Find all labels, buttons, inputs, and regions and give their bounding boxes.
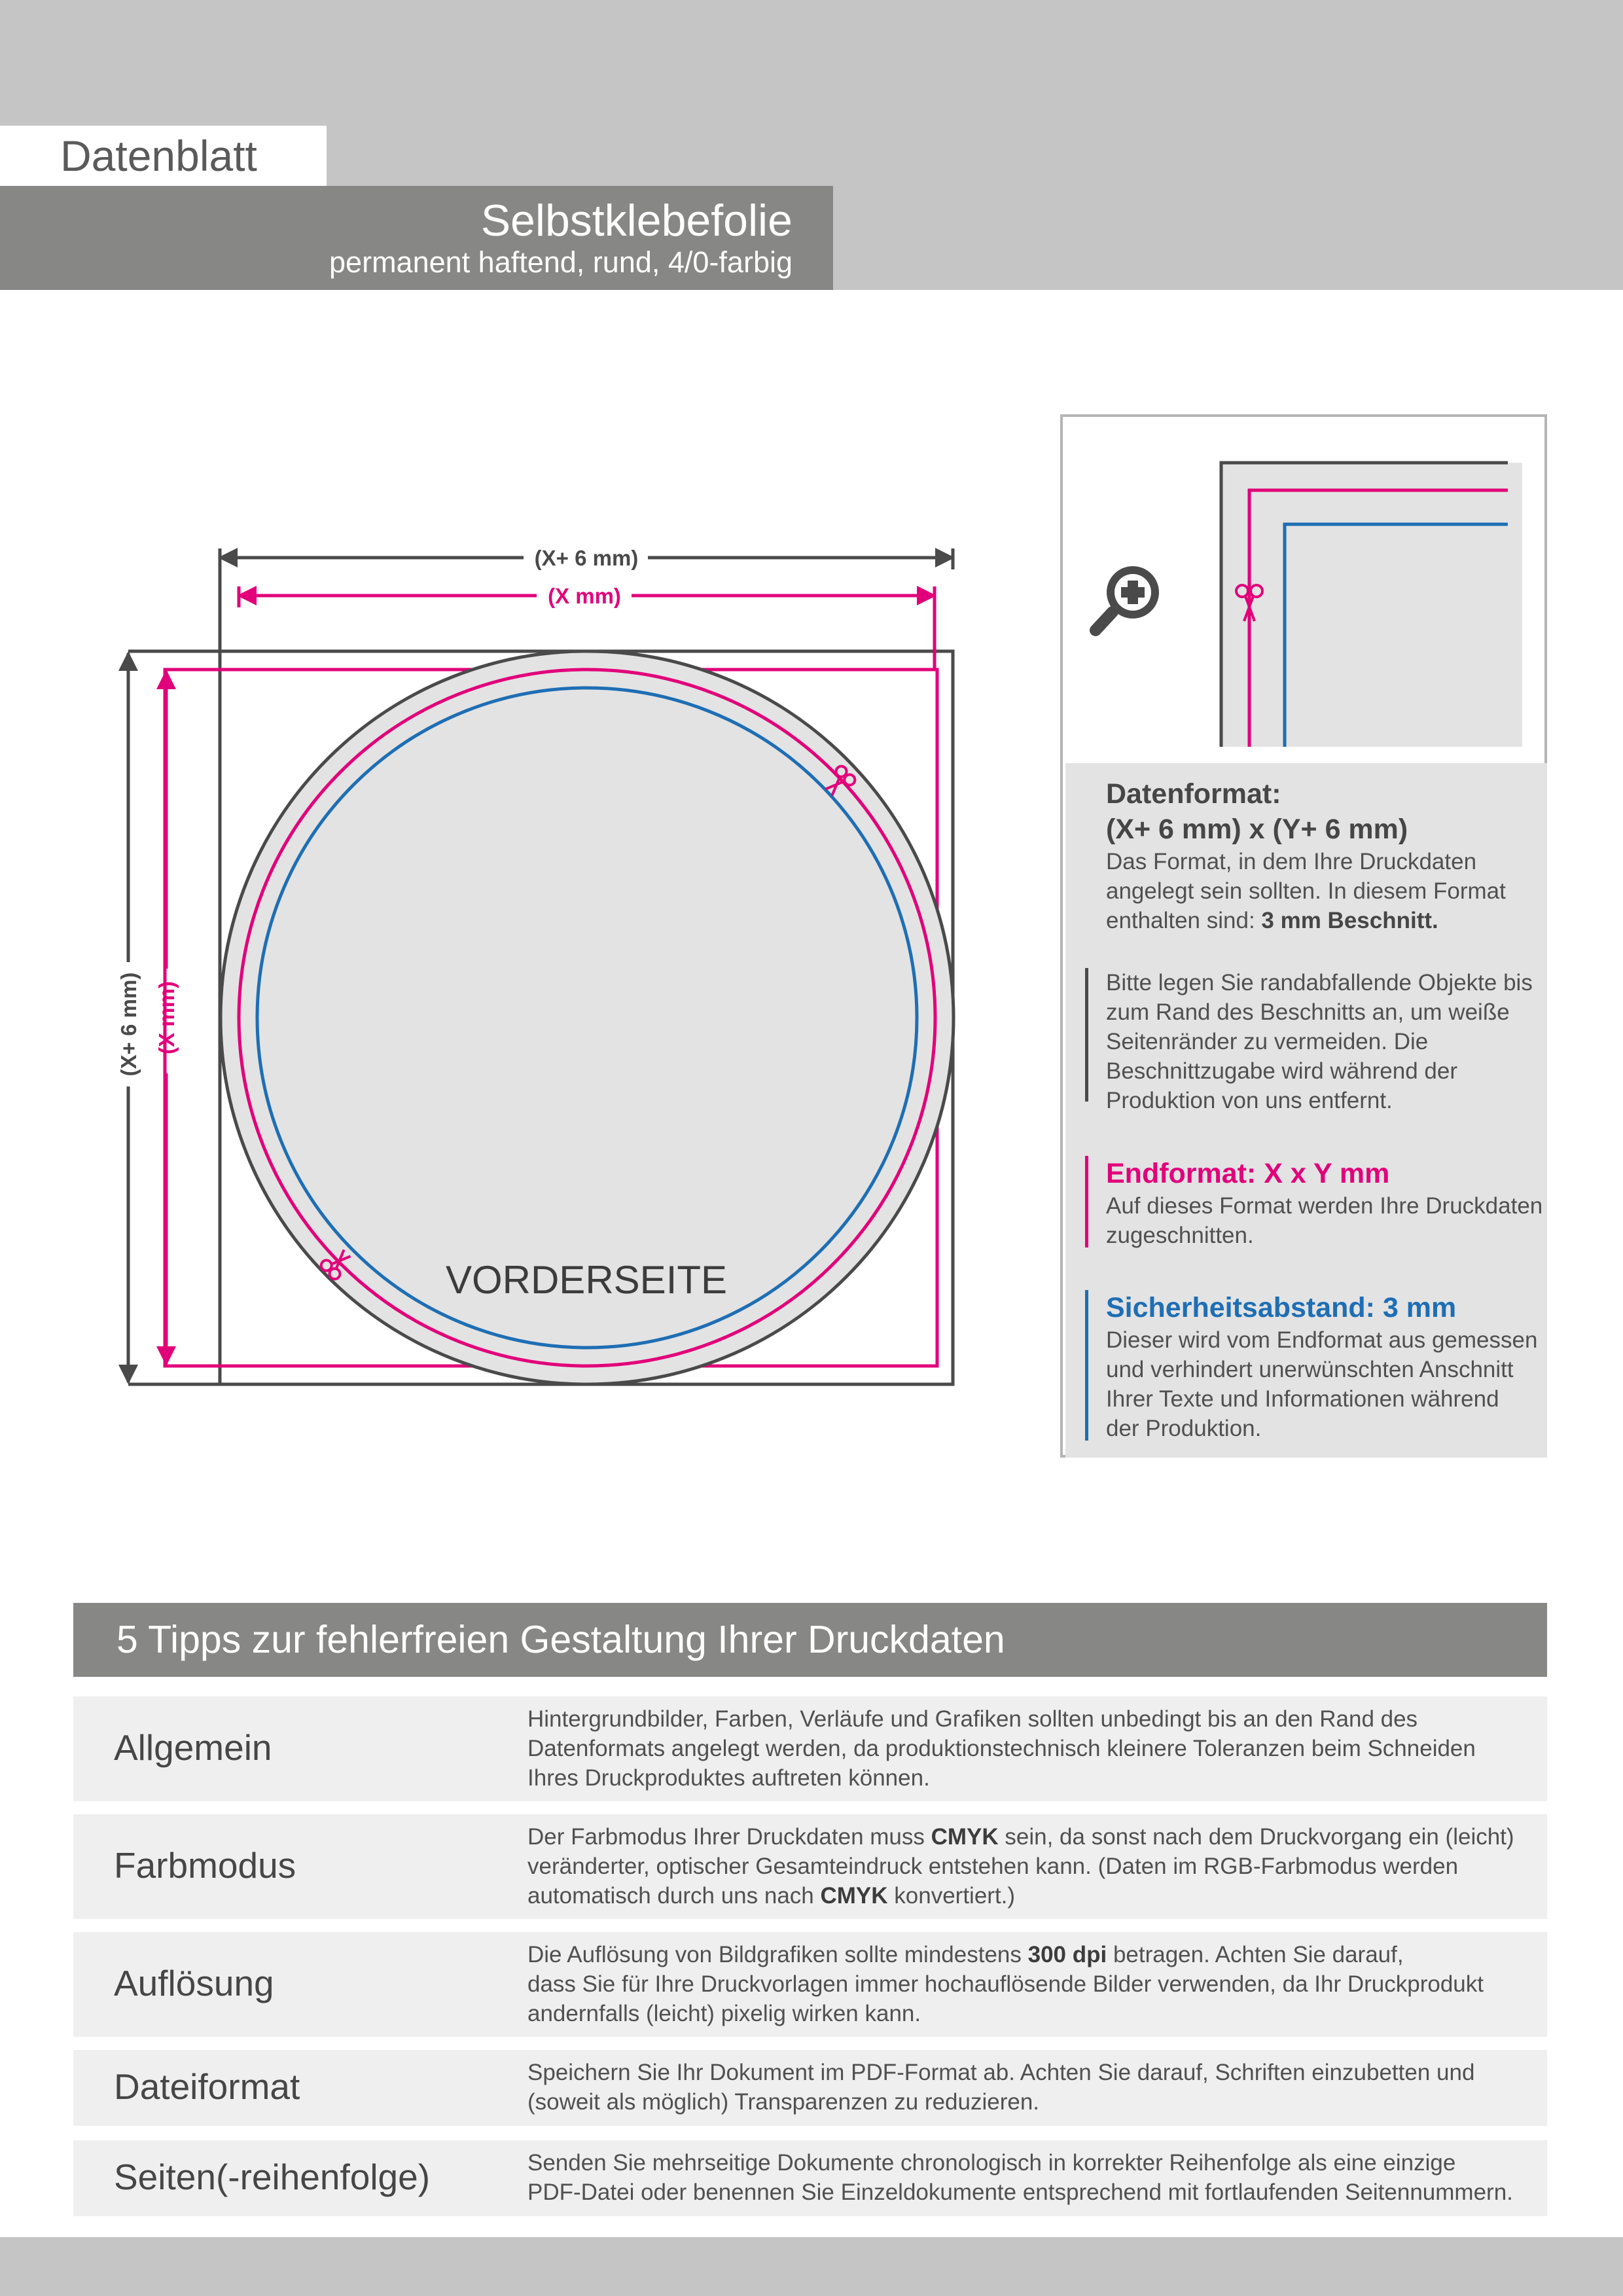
tip-line: andernfalls (leicht) pixelig wirken kann. bbox=[527, 2001, 921, 2026]
zoom-detail bbox=[1063, 417, 1544, 761]
tip-text bbox=[527, 2148, 1535, 2207]
tip-text-run: sein, da sonst nach dem Druckvorgang ein (leicht) bbox=[998, 1824, 1514, 1850]
tip-text bbox=[527, 1704, 1535, 1793]
tip-line: Datenformats angelegt werden, da produktionstechnisch kleinere Toleranzen beim Schneiden bbox=[527, 1736, 1476, 1761]
product-title: Selbstklebefolie bbox=[480, 196, 793, 245]
tip-label: Dateiformat bbox=[114, 2066, 300, 2107]
datenformat-line: Das Format, in dem Ihre Druckdaten bbox=[1106, 849, 1477, 874]
tip-row-farbmodus bbox=[73, 1814, 1547, 1919]
sicherheit-line: und verhindert unerwünschten Anschnitt bbox=[1106, 1357, 1514, 1382]
endformat-line: zugeschnitten. bbox=[1106, 1223, 1254, 1248]
tip-line: Senden Sie mehrseitige Dokumente chronologisch in korrekter Reihenfolge als eine einzige bbox=[527, 2150, 1456, 2176]
safety-color-bar bbox=[1085, 1290, 1088, 1441]
tip-line: PDF-Datei oder benennen Sie Einzeldokumente entsprechend mit fortlaufenden Seitennummern. bbox=[527, 2179, 1513, 2205]
beschnitt-line: zum Rand des Beschnitts an, um weiße bbox=[1106, 999, 1510, 1025]
tips-title: 5 Tipps zur fehlerfreien Gestaltung Ihrer Druckdaten bbox=[73, 1603, 1547, 1677]
tip-text-run: konvertiert.) bbox=[887, 1883, 1016, 1909]
zoom-plus-icon bbox=[1096, 566, 1159, 630]
tip-line bbox=[527, 1940, 1535, 1969]
tip-line bbox=[527, 1881, 1535, 1910]
tip-text-run: Der Farbmodus Ihrer Druckdaten muss bbox=[527, 1824, 931, 1850]
tip-label: Allgemein bbox=[114, 1727, 272, 1768]
tip-text bbox=[527, 2058, 1535, 2117]
tip-line bbox=[527, 1822, 1535, 1852]
dim-inner-horizontal-label: (X mm) bbox=[548, 584, 621, 608]
tip-text bbox=[527, 1822, 1535, 1910]
datenformat-size: (X+ 6 mm) x (Y+ 6 mm) bbox=[1106, 814, 1408, 845]
tip-row-dateiformat bbox=[73, 2050, 1547, 2126]
tip-row-allgemein bbox=[73, 1696, 1547, 1801]
tip-text-run: Die Auflösung von Bildgrafiken sollte mindestens bbox=[527, 1942, 1028, 1967]
section-datenformat bbox=[1106, 776, 1506, 935]
datenformat-bleed-amount: 3 mm Beschnitt. bbox=[1261, 908, 1438, 933]
datenformat-line bbox=[1106, 906, 1506, 935]
section-beschnitt bbox=[1106, 968, 1533, 1115]
dim-outer-horizontal-label: (X+ 6 mm) bbox=[534, 546, 639, 570]
trim-color-bar bbox=[1085, 1156, 1088, 1247]
datenformat-heading: Datenformat: bbox=[1106, 778, 1281, 810]
tip-line: (soweit als möglich) Transparenzen zu reduzieren. bbox=[527, 2089, 1040, 2115]
tip-text-run: automatisch durch uns nach bbox=[527, 1883, 821, 1909]
datenformat-line-prefix: enthalten sind: bbox=[1106, 908, 1262, 933]
tip-line: Ihres Druckproduktes auftreten können. bbox=[527, 1765, 930, 1791]
side-label: VORDERSEITE bbox=[445, 1258, 728, 1302]
sicherheit-heading: Sicherheitsabstand: 3 mm bbox=[1106, 1292, 1457, 1323]
sicherheit-line: Ihrer Texte und Informationen während bbox=[1106, 1386, 1499, 1412]
bleed-color-bar bbox=[1085, 968, 1088, 1102]
dim-outer-vertical-label: (X+ 6 mm) bbox=[116, 972, 141, 1077]
tip-label: Seiten(-reihenfolge) bbox=[114, 2157, 431, 2197]
tip-line: veränderter, optischer Gesamteindruck entstehen kann. (Daten im RGB-Farbmodus werden bbox=[527, 1854, 1459, 1879]
endformat-heading: Endformat: X x Y mm bbox=[1106, 1158, 1390, 1189]
info-panel bbox=[1060, 414, 1547, 1458]
tip-line: Hintergrundbilder, Farben, Verläufe und Grafiken sollten unbedingt bis an den Rand des bbox=[527, 1706, 1418, 1732]
tip-label: Farbmodus bbox=[114, 1845, 296, 1886]
info-panel-text bbox=[1065, 763, 1547, 1458]
datenformat-line: angelegt sein sollten. In diesem Format bbox=[1106, 878, 1506, 904]
beschnitt-line: Seitenränder zu vermeiden. Die bbox=[1106, 1029, 1429, 1054]
tip-text-run: betragen. Achten Sie darauf, bbox=[1107, 1942, 1404, 1967]
tip-text-bold: 300 dpi bbox=[1027, 1942, 1107, 1967]
detail-fill bbox=[1221, 463, 1522, 747]
footer-band bbox=[0, 2237, 1623, 2296]
tip-row-seiten bbox=[73, 2140, 1547, 2216]
section-endformat bbox=[1106, 1156, 1543, 1250]
tip-row-aufloesung bbox=[73, 1932, 1547, 2037]
sicherheit-line: der Produktion. bbox=[1106, 1416, 1262, 1441]
tip-text-bold: CMYK bbox=[931, 1824, 999, 1850]
tip-line: dass Sie für Ihre Druckvorlagen immer hochauflösende Bilder verwenden, da Ihr Druckprodukt bbox=[527, 1971, 1484, 1997]
tip-text bbox=[527, 1940, 1535, 2028]
tip-line: Speichern Sie Ihr Dokument im PDF-Format ab. Achten Sie darauf, Schriften einzubetten und bbox=[527, 2060, 1475, 2085]
sicherheit-line: Dieser wird vom Endformat aus gemessen bbox=[1106, 1327, 1538, 1353]
tip-text-bold: CMYK bbox=[820, 1883, 888, 1909]
document-label: Datenblatt bbox=[0, 126, 327, 186]
beschnitt-line: Produktion von uns entfernt. bbox=[1106, 1088, 1393, 1113]
section-sicherheit bbox=[1106, 1290, 1537, 1443]
beschnitt-line: Beschnittzugabe wird während der bbox=[1106, 1058, 1457, 1084]
product-subtitle: permanent haftend, rund, 4/0-farbig bbox=[329, 245, 793, 279]
dim-inner-vertical-label: (X mm) bbox=[154, 981, 179, 1054]
beschnitt-line: Bitte legen Sie randabfallende Objekte bis bbox=[1106, 970, 1533, 996]
endformat-line: Auf dieses Format werden Ihre Druckdaten bbox=[1106, 1193, 1543, 1219]
tip-label: Auflösung bbox=[114, 1963, 274, 2003]
